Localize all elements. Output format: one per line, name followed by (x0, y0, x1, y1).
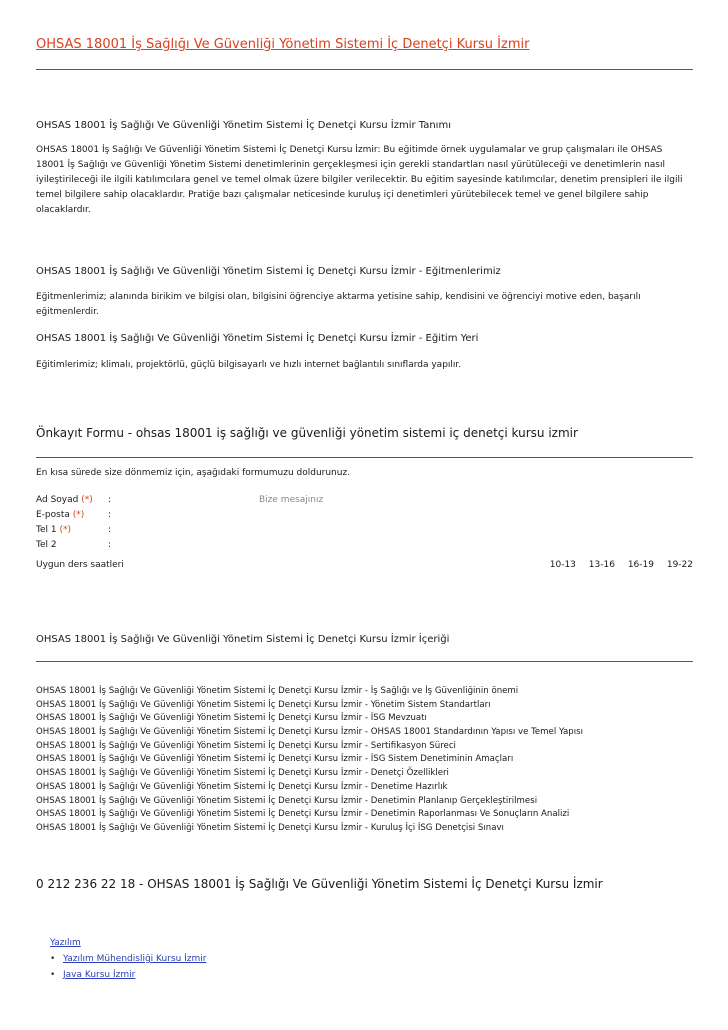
instructors-heading: OHSAS 18001 İş Sağlığı Ve Güvenliği Yönetim Sistemi İç Denetçi Kursu İzmir - Eğitmenlerimiz (36, 266, 501, 277)
list-item: OHSAS 18001 İş Sağlığı Ve Güvenliği Yönetim Sistemi İç Denetçi Kursu İzmir - Denetçi Özellikleri (36, 768, 449, 779)
field-colon: : (108, 540, 112, 550)
list-item: OHSAS 18001 İş Sağlığı Ve Güvenliği Yönetim Sistemi İç Denetçi Kursu İzmir - Sertifikasyon Süreci (36, 740, 456, 751)
field-label: Tel 1 (36, 525, 57, 535)
definition-body: OHSAS 18001 İş Sağlığı Ve Güvenliği Yönetim Sistemi İç Denetçi Kursu İzmir: Bu eğitimde örnek uygulamalar ve grup çalışmaları ile OHSAS 18001 İş Sağlığı ve Güvenliği Yönetim Sistemi denetimlerinin gerçekleşmesi için gerekli standartları nasıl yürütüleceği ve denetimlerin nasıl iyileştirileceği ile ilgili katılımcılara genel ve temel olmak üzere bilgiler verilecektir. Bu eğitim sayesinde katılımcılar, denetim prensipleri ile ilgili temel bilgilere sahip olacaklardır. Pratiğe bazı çalışmalar neticesinde kuruluş içi denetimleri yürütebilecek temel ve genel bilgilere sahip olacaklardır. (36, 145, 683, 215)
hours-options (540, 558, 693, 573)
hour-option[interactable]: 16-19 (627, 560, 654, 570)
divider (36, 457, 693, 458)
required-mark: (*) (72, 510, 85, 520)
bullet-icon: • (50, 954, 56, 964)
list-item: OHSAS 18001 İş Sağlığı Ve Güvenliği Yönetim Sistemi İç Denetçi Kursu İzmir - İSG Sistem Denetiminin Amaçları (36, 754, 514, 765)
related-link[interactable]: Yazılım Mühendisliği Kursu İzmir (63, 954, 207, 964)
bullet-icon: • (50, 970, 56, 980)
contact-line: 0 212 236 22 18 - OHSAS 18001 İş Sağlığı Ve Güvenliği Yönetim Sistemi İç Denetçi Kursu İzmir (36, 877, 603, 891)
form-heading: Önkayıt Formu - ohsas 18001 iş sağlığı ve güvenliği yönetim sistemi iç denetçi kursu izmir (36, 426, 578, 440)
required-mark: (*) (81, 495, 93, 505)
instructors-body: Eğitmenlerimiz; alanında birikim ve bilgisi olan, bilgisini öğrenciye aktarma yetisine sahip, kendisini ve öğrenciyi motive eden, başarılı eğitmenlerdir. (36, 292, 641, 317)
venue-heading: OHSAS 18001 İş Sağlığı Ve Güvenliği Yönetim Sistemi İç Denetçi Kursu İzmir - Eğitim Yeri (36, 333, 479, 344)
field-colon: : (108, 510, 112, 520)
page-title-link[interactable]: OHSAS 18001 İş Sağlığı Ve Güvenliği Yönetim Sistemi İç Denetçi Kursu İzmir (36, 37, 530, 52)
list-item: OHSAS 18001 İş Sağlığı Ve Güvenliği Yönetim Sistemi İç Denetçi Kursu İzmir - Denetimin Planlanıp Gerçekleştirilmesi (36, 795, 538, 806)
venue-body: Eğitimlerimiz; klimalı, projektörlü, güçlü bilgisayarlı ve hızlı internet bağlantılı sınıflarda yapılır. (36, 360, 462, 370)
form-intro: En kısa sürede size dönmemiz için, aşağıdaki formumuzu doldurunuz. (36, 468, 351, 478)
field-colon: : (108, 525, 112, 535)
list-item: OHSAS 18001 İş Sağlığı Ve Güvenliği Yönetim Sistemi İç Denetçi Kursu İzmir - Yönetim Sistem Standartları (36, 699, 491, 710)
definition-heading: OHSAS 18001 İş Sağlığı Ve Güvenliği Yönetim Sistemi İç Denetçi Kursu İzmir Tanımı (36, 120, 451, 131)
hour-option[interactable]: 10-13 (549, 560, 576, 570)
field-colon: : (108, 495, 112, 505)
field-label: E-posta (36, 510, 70, 520)
divider (36, 69, 693, 70)
related-links (50, 935, 206, 983)
list-item: OHSAS 18001 İş Sağlığı Ve Güvenliği Yönetim Sistemi İç Denetçi Kursu İzmir - Denetime Hazırlık (36, 781, 448, 792)
list-item: OHSAS 18001 İş Sağlığı Ve Güvenliği Yönetim Sistemi İç Denetçi Kursu İzmir - İş Sağlığı ve İş Güvenliğinin önemi (36, 686, 519, 696)
field-label: Tel 2 (36, 540, 57, 550)
list-item: OHSAS 18001 İş Sağlığı Ve Güvenliği Yönetim Sistemi İç Denetçi Kursu İzmir - OHSAS 18001 Standardının Yapısı ve Temel Yapısı (36, 727, 584, 738)
list-item: OHSAS 18001 İş Sağlığı Ve Güvenliği Yönetim Sistemi İç Denetçi Kursu İzmir - Kuruluş İçi İSG Denetçisi Sınavı (36, 822, 504, 833)
related-link[interactable]: Java Kursu İzmir (63, 970, 136, 980)
required-mark: (*) (59, 525, 71, 535)
list-item (50, 951, 206, 967)
contents-list (36, 685, 583, 836)
hour-option[interactable]: 19-22 (666, 560, 693, 570)
hours-label: Uygun ders saatleri (36, 560, 124, 570)
list-item (50, 967, 206, 983)
message-textarea[interactable]: Bize mesajınız (259, 495, 324, 505)
list-item: OHSAS 18001 İş Sağlığı Ve Güvenliği Yönetim Sistemi İç Denetçi Kursu İzmir - İSG Mevzuatı (36, 713, 427, 724)
hour-option[interactable]: 13-16 (588, 560, 615, 570)
list-item: OHSAS 18001 İş Sağlığı Ve Güvenliği Yönetim Sistemi İç Denetçi Kursu İzmir - Denetimin Raporlanması Ve Sonuçların Analizi (36, 809, 570, 820)
contents-heading: OHSAS 18001 İş Sağlığı Ve Güvenliği Yönetim Sistemi İç Denetçi Kursu İzmir İçeriği (36, 634, 450, 645)
divider (36, 661, 693, 662)
category-link[interactable]: Yazılım (50, 938, 81, 948)
field-label: Ad Soyad (36, 495, 79, 505)
